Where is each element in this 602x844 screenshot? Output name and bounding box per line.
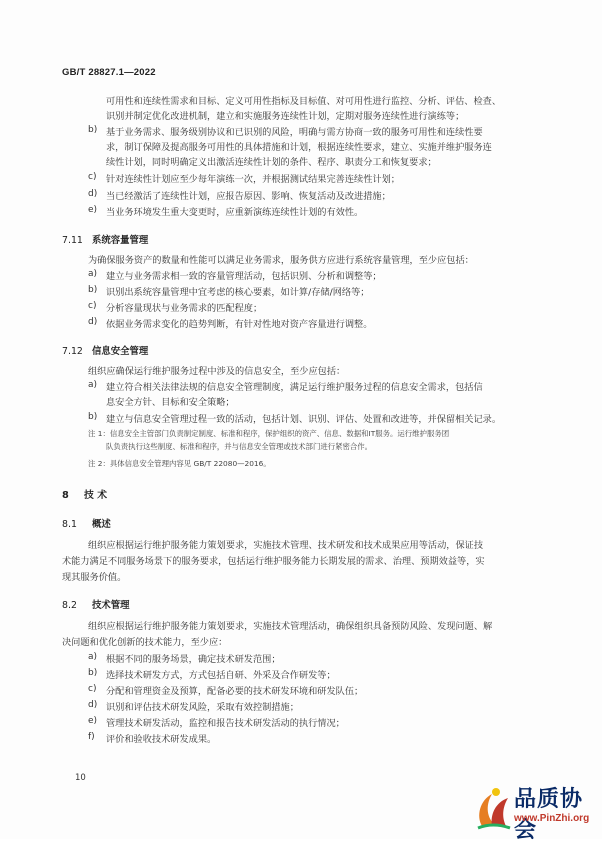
list-item: 识别和评估技术研发风险，采取有效控制措施； bbox=[106, 702, 299, 713]
paragraph-line: 术能力满足不同服务场景下的服务要求，包括运行维护服务能力长期发展的需求、治理、预期效益等，实 bbox=[62, 556, 485, 567]
list-item-line: 针对连续性计划应至少每年演练一次，并根据测试结果完善连续性计划； bbox=[106, 174, 400, 185]
section-heading-8-2 bbox=[62, 597, 130, 611]
list-item: 评价和验收技术研发成果。 bbox=[106, 734, 217, 745]
list-label: a) bbox=[88, 380, 98, 390]
pinzhi-logo-icon bbox=[472, 786, 514, 832]
section-title: 系统容量管理 bbox=[92, 235, 149, 246]
watermark-title: 品质协会 bbox=[514, 787, 584, 843]
list-label: c) bbox=[88, 172, 97, 182]
list-item-line: 基于业务需求、服务级别协议和已识别的风险，明确与需方协商一致的服务可用性和连续性要 bbox=[106, 127, 483, 138]
list-item: 分析容量现状与业务需求的匹配程度； bbox=[106, 303, 263, 314]
paragraph-line: 组织应根据运行维护服务能力策划要求，实施技术管理、技术研发和技术成果应用等活动，保证技 bbox=[88, 540, 484, 551]
list-label: d) bbox=[88, 189, 98, 199]
section-heading-7-12 bbox=[62, 343, 148, 357]
note-line: 注 2：具体信息安全管理内容见 GB/T 22080—2016。 bbox=[88, 459, 271, 468]
list-item: 识别出系统容量管理中宜考虑的核心要素，如计算/存储/网络等； bbox=[106, 287, 370, 298]
section-heading-8-1 bbox=[62, 516, 111, 530]
list-item-line: 当业务环境发生重大变更时，应重新演练连续性计划的有效性。 bbox=[106, 207, 364, 218]
paragraph-line: 组织应根据运行维护服务能力策划要求，实施技术管理活动，确保组织具备预防风险、发现问题、解 bbox=[88, 621, 493, 632]
list-label: d) bbox=[88, 700, 98, 710]
list-item-line: 续性计划，同时明确定义出激活连续性计划的条件、程序、职责分工和恢复要求； bbox=[106, 157, 437, 168]
chapter-title: 技 术 bbox=[84, 490, 108, 501]
list-label: b) bbox=[88, 125, 98, 135]
section-number: 8.1 bbox=[62, 519, 77, 530]
list-item-line: 当已经激活了连续性计划，应报告原因、影响、恢复活动及改进措施； bbox=[106, 191, 391, 202]
list-item: 管理技术研发活动，监控和报告技术研发活动的执行情况； bbox=[106, 718, 345, 729]
watermark bbox=[464, 780, 600, 843]
list-label: e) bbox=[88, 205, 98, 215]
note-line: 队负责执行这些制度、标准和程序，并与信息安全管理或技术部门进行紧密合作。 bbox=[106, 442, 373, 451]
section-title: 概述 bbox=[92, 519, 111, 530]
list-item-line: 息安全方针、目标和安全策略； bbox=[106, 397, 235, 408]
list-label: e) bbox=[88, 716, 98, 726]
intro-line: 识别并制定优化改进机制，建立和实施服务连续性计划，定期对服务连续性进行演练等； bbox=[106, 111, 465, 122]
paragraph-line: 现其服务价值。 bbox=[62, 572, 127, 583]
section-intro: 组织应确保运行维护服务过程中涉及的信息安全，至少应包括： bbox=[88, 366, 346, 377]
list-item-line: 建立符合相关法律法规的信息安全管理制度，满足运行维护服务过程的信息安全需求，包括信 bbox=[106, 382, 483, 393]
list-label: c) bbox=[88, 684, 97, 694]
list-item: 分配和管理资金及预算，配备必要的技术研发环境和研发队伍； bbox=[106, 686, 364, 697]
intro-line: 可用性和连续性需求和目标、定义可用性指标及目标值、对可用性进行监控、分析、评估、检查、 bbox=[106, 96, 502, 107]
list-item: 根据不同的服务场景，确定技术研发范围； bbox=[106, 654, 281, 665]
section-number: 7.12 bbox=[62, 346, 83, 357]
section-title: 信息安全管理 bbox=[92, 346, 149, 357]
list-label: a) bbox=[88, 269, 98, 279]
section-number: 7.11 bbox=[62, 235, 83, 246]
list-label: b) bbox=[88, 285, 98, 295]
standard-number: GB/T 28827.1—2022 bbox=[62, 67, 156, 78]
list-label: d) bbox=[88, 317, 98, 327]
list-item: 依据业务需求变化的趋势判断，有针对性地对资产容量进行调整。 bbox=[106, 319, 373, 330]
list-label: c) bbox=[88, 301, 97, 311]
section-number: 8.2 bbox=[62, 600, 77, 611]
list-label: b) bbox=[88, 412, 98, 422]
chapter-number: 8 bbox=[62, 490, 69, 501]
list-item: 建立与业务需求相一致的容量管理活动，包括识别、分析和调整等； bbox=[106, 271, 382, 282]
section-title: 技术管理 bbox=[92, 600, 130, 611]
section-heading-7-11 bbox=[62, 232, 148, 246]
chapter-heading-8 bbox=[62, 487, 107, 501]
list-item: 选择技术研发方式，方式包括自研、外采及合作研发等； bbox=[106, 670, 336, 681]
watermark-url: www.PinZhi.org bbox=[514, 813, 590, 824]
list-item-line: 求，制订保障及提高服务可用性的具体措施和计划，根据连续性要求，建立、实施并维护服务连 bbox=[106, 142, 492, 153]
page-number: 10 bbox=[75, 773, 86, 783]
paragraph-line: 决问题和优化创新的技术能力，至少应： bbox=[62, 637, 228, 648]
section-intro: 为确保服务资产的数量和性能可以满足业务需求，服务供方应进行系统容量管理，至少应包括： bbox=[88, 255, 474, 266]
note-line: 注 1：信息安全主管部门负责制定制度、标准和程序，保护组织的资产、信息、数据和IT服务。运行维护服务团 bbox=[88, 429, 450, 438]
list-item-line: 建立与信息安全管理过程一致的活动，包括计划、识别、评估、处置和改进等，并保留相关记录。 bbox=[106, 414, 502, 425]
list-label: b) bbox=[88, 668, 98, 678]
list-label: a) bbox=[88, 652, 98, 662]
list-label: f) bbox=[88, 732, 95, 742]
